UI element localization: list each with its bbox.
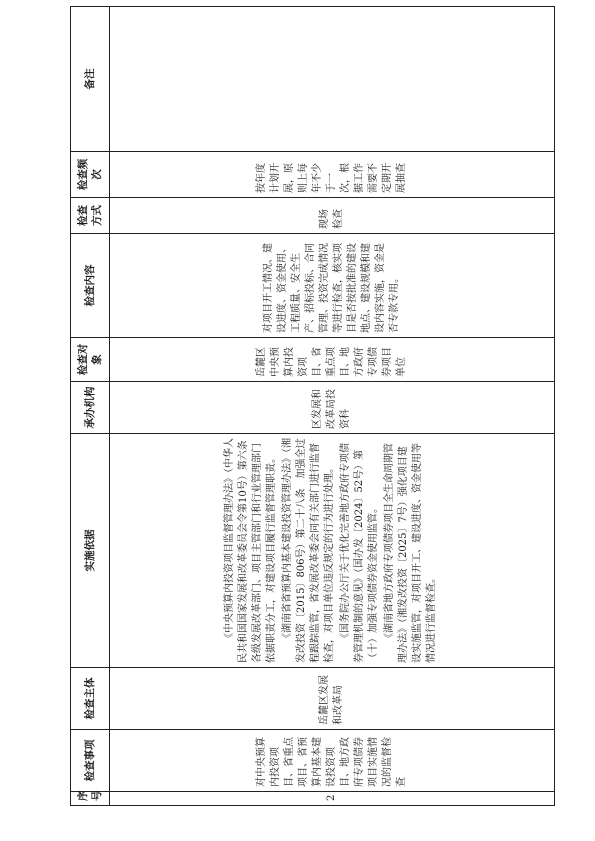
- inspection-table: [70, 6, 555, 806]
- header-object: 检查对象: [71, 338, 110, 382]
- basis-paragraph: 《中央预算内投资项目监督管理办法》（中华人民共和国国家发展和改革委员会令第10号）第六条 各级发展改革部门、项目主管部门和行业管理部门依据职责分工，对建设项目履行监督管理职责。: [224, 430, 277, 663]
- cell-content: 对项目开工情况、建设进度、资金使用、工程质量、安全生产、招标投标、合同管理、投资完成情况等进行检查，核实项目是否按批准的建设地点、建设规模和建设内容实施，资金是否专款专用。: [110, 234, 555, 338]
- header-frequency: 检查频次: [71, 152, 110, 198]
- cell-remark: [110, 7, 555, 152]
- cell-object: 岳麓区中央预算内投资项目、省重点项目、地方政府专项债券项目单位: [110, 338, 555, 382]
- basis-paragraph: 《国务院办公厅关于优化完善地方政府专项债券管理机制的意见》（国办发〔2024〕52号）第（十）加强专项债券资金使用监管。: [340, 443, 379, 663]
- cell-method: 现场检查: [110, 198, 555, 234]
- header-subject: 检查主体: [71, 668, 110, 730]
- header-item: 检查事项: [71, 730, 110, 792]
- header-remark: 备注: [71, 7, 110, 152]
- header-no: 序号: [71, 792, 110, 806]
- cell-basis: [110, 430, 555, 668]
- cell-frequency: 按年度计划开展，原则上每年不少于一次，根据工作需要不定期开展抽查: [110, 152, 555, 198]
- basis-paragraph: 《湖南省省预算内基本建设投资管理办法》（湘发改投资〔2015〕806号）第二十八条 加强全过程跟踪监管，省发展改革委会同有关部门进行监督检查，对项目单位违反规定的行为进行处理。: [282, 438, 335, 663]
- table-row: [110, 7, 555, 806]
- header-basis: 实施依据: [71, 434, 110, 668]
- cell-subject: 岳麓区发展和改革局: [110, 668, 555, 730]
- header-content: 检查内容: [71, 234, 110, 338]
- header-method: 检查方式: [71, 198, 110, 234]
- basis-paragraph: 《湖南省地方政府专项债券项目全生命周期管理办法》（湘发改投资〔2025〕7号）强化项目建设实施监管，对项目开工、建设进度、资金使用等情况进行监督检查。: [384, 443, 437, 663]
- cell-item: 对中央预算内投资项目、省重点项目、省预算内基本建设投资项目、地方政府专项债券项目实施情况的监督检查: [110, 730, 555, 792]
- cell-no: 2: [110, 792, 555, 806]
- header-row: [71, 7, 110, 806]
- cell-org: 区发展和改革局投资科: [110, 382, 555, 434]
- header-org: 承办机构: [71, 382, 110, 434]
